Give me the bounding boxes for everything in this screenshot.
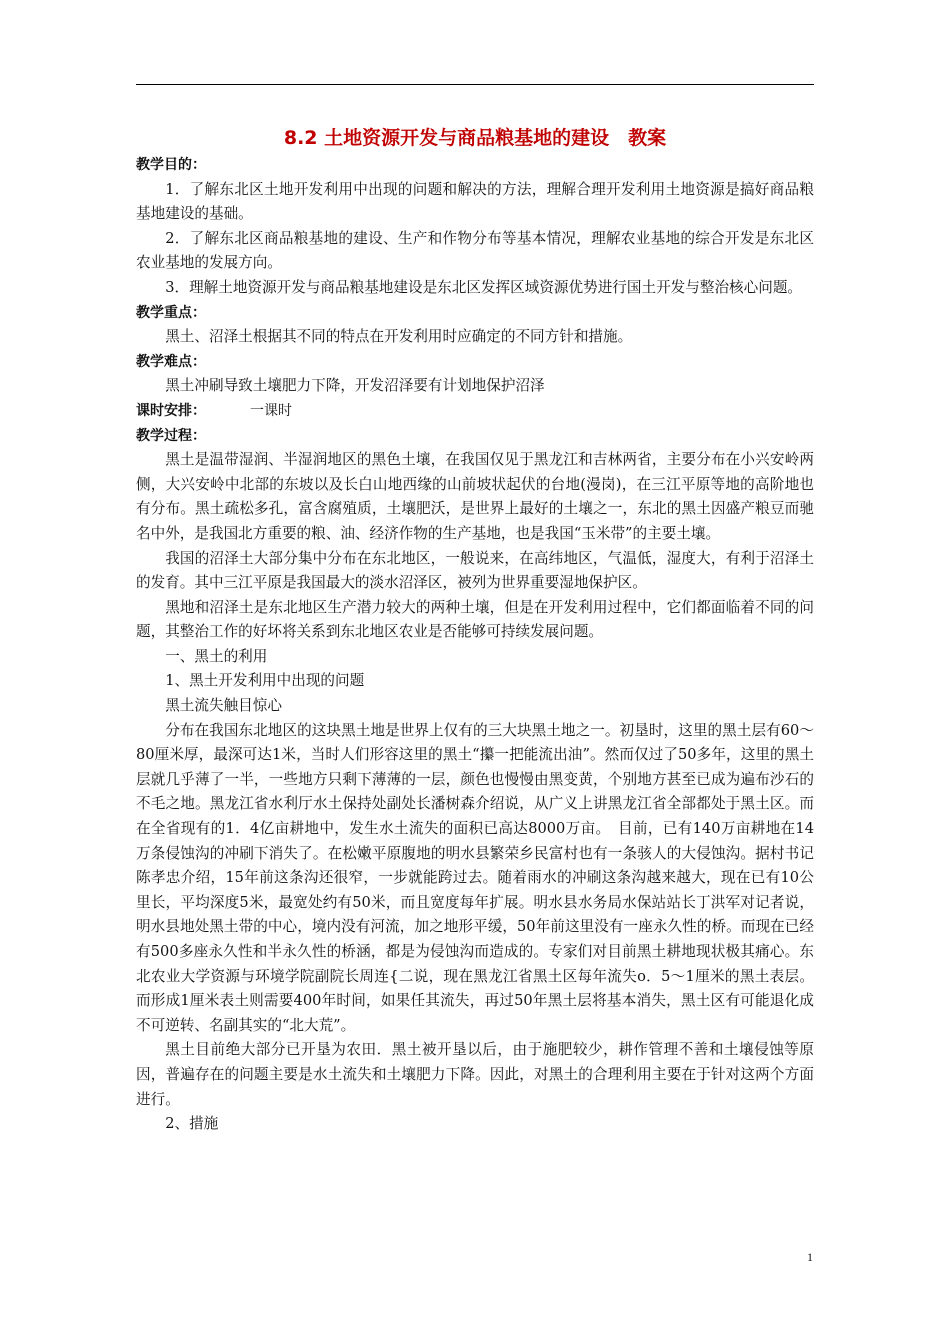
goals-heading: 教学目的： [136, 157, 206, 173]
process-paragraph: 黑地和沼泽土是东北地区生产潜力较大的两种土壤，但是在开发利用过程中，它们都面临着不同的问题，其整治工作的好坏将关系到东北地区农业是否能够可持续发展问题。 [136, 598, 814, 641]
key-points-heading: 教学重点： [136, 304, 206, 321]
process-paragraph: 黑土是温带湿润、半湿润地区的黑色土壤，在我国仅见于黑龙江和吉林两省，主要分布在小兴安岭两侧，大兴安岭中北部的东坡以及长白山地西缘的山前坡状起伏的台地(漫岗)，在三江平原等地的高阶地也有分布。黑土疏松多孔，富含腐殖质，土壤肥沃，是世界上最好的土壤之一，东北的黑土因盛产粮豆而驰名中外，是我国北方重要的粮、油、经济作物的生产基地，也是我国“玉米带”的主要土壤。 [136, 451, 814, 542]
page-number: 1 [807, 1250, 813, 1264]
process-paragraph: 黑土目前绝大部分已开垦为农田．黑土被开垦以后，由于施肥较少，耕作管理不善和土壤侵蚀等原因，普遍存在的问题主要是水土流失和土壤肥力下降。因此，对黑土的合理利用主要在于针对这两个方面进行。 [136, 1041, 814, 1108]
subsection-title-erosion: 黑土流失触目惊心 [165, 697, 282, 715]
schedule-value: 一课时 [250, 402, 292, 419]
goal-item: 1．了解东北区土地开发利用中出现的问题和解决的方法，理解合理开发利用土地资源是搞好商品粮基地建设的基础。 [136, 180, 814, 223]
document-body [136, 124, 814, 1137]
section-heading-black-soil: 一、黑土的利用 [165, 647, 268, 665]
document-title: 8.2 土地资源开发与商品粮基地的建设 教案 [283, 127, 667, 149]
goal-item: 3．理解土地资源开发与商品粮基地建设是东北区发挥区域资源优势进行国土开发与整治核心问题。 [165, 278, 803, 296]
key-points-text: 黑土、沼泽土根据其不同的特点在开发利用时应确定的不同方针和措施。 [165, 328, 633, 346]
process-paragraph: 我国的沼泽土大部分集中分布在东北地区，一般说来，在高纬地区，气温低，湿度大，有利于沼泽土的发育。其中三江平原是我国最大的淡水沼泽区，被列为世界重要湿地保护区。 [136, 549, 814, 592]
subsection-heading-problems: 1、黑土开发利用中出现的问题 [165, 672, 365, 690]
difficulties-heading: 教学难点： [136, 353, 206, 370]
header-rule [136, 84, 814, 85]
difficulties-text: 黑土冲刷导致土壤肥力下降，开发沼泽要有计划地保护沼泽 [165, 377, 545, 395]
goal-item: 2．了解东北区商品粮基地的建设、生产和作物分布等基本情况，理解农业基地的综合开发是东北区农业基地的发展方向。 [136, 229, 814, 272]
subsection-heading-measures: 2、措施 [165, 1115, 219, 1133]
process-paragraph: 分布在我国东北地区的这块黑土地是世界上仅有的三大块黑土地之一。初垦时，这里的黑土层有60～80厘米厚，最深可达1米，当时人们形容这里的黑土“攥一把能流出油”。然而仅过了50多年，这里的黑土层就几乎薄了一半，一些地方只剩下薄薄的一层，颜色也慢慢由黑变黄，个别地方甚至已成为遍布沙石的不毛之地。黑龙江省水利厅水土保持处副处长潘树森介绍说，从广义上讲黑龙江省全部都处于黑土区。而在全省现有的1．4亿亩耕地中，发生水土流失的面积已高达8000万亩。 目前，已有140万亩耕地在14万条侵蚀沟的冲刷下消失了。在松嫩平原腹地的明水县繁荣乡民富村也有一条骇人的大侵蚀沟。据村书记陈孝忠介绍，15年前这条沟还很窄，一步就能跨过去。随着雨水的冲刷这条沟越来越大，现在已有10公里长，平均深度5米，最宽处约有50米，而且宽度每年扩展。明水县水务局水保站站长丁洪军对记者说，明水县地处黑土带的中心，境内没有河流，加之地形平缓，50年前这里没有一座永久性的桥。而现在已经有500多座永久性和半永久性的桥涵，都是为侵蚀沟而造成的。专家们对目前黑土耕地现状极其痛心。东北农业大学资源与环境学院副院长周连{二说，现在黑龙江省黑土区每年流失o．5～1厘米的黑土表层。而形成1厘米表土则需要400年时间，如果任其流失，再过50年黑土层将基本消失，黑土区有可能退化成不可逆转、名副其实的“北大荒”。 [136, 721, 814, 1034]
process-heading: 教学过程： [136, 427, 206, 444]
schedule-line [136, 399, 814, 424]
schedule-heading: 课时安排： [136, 402, 206, 419]
